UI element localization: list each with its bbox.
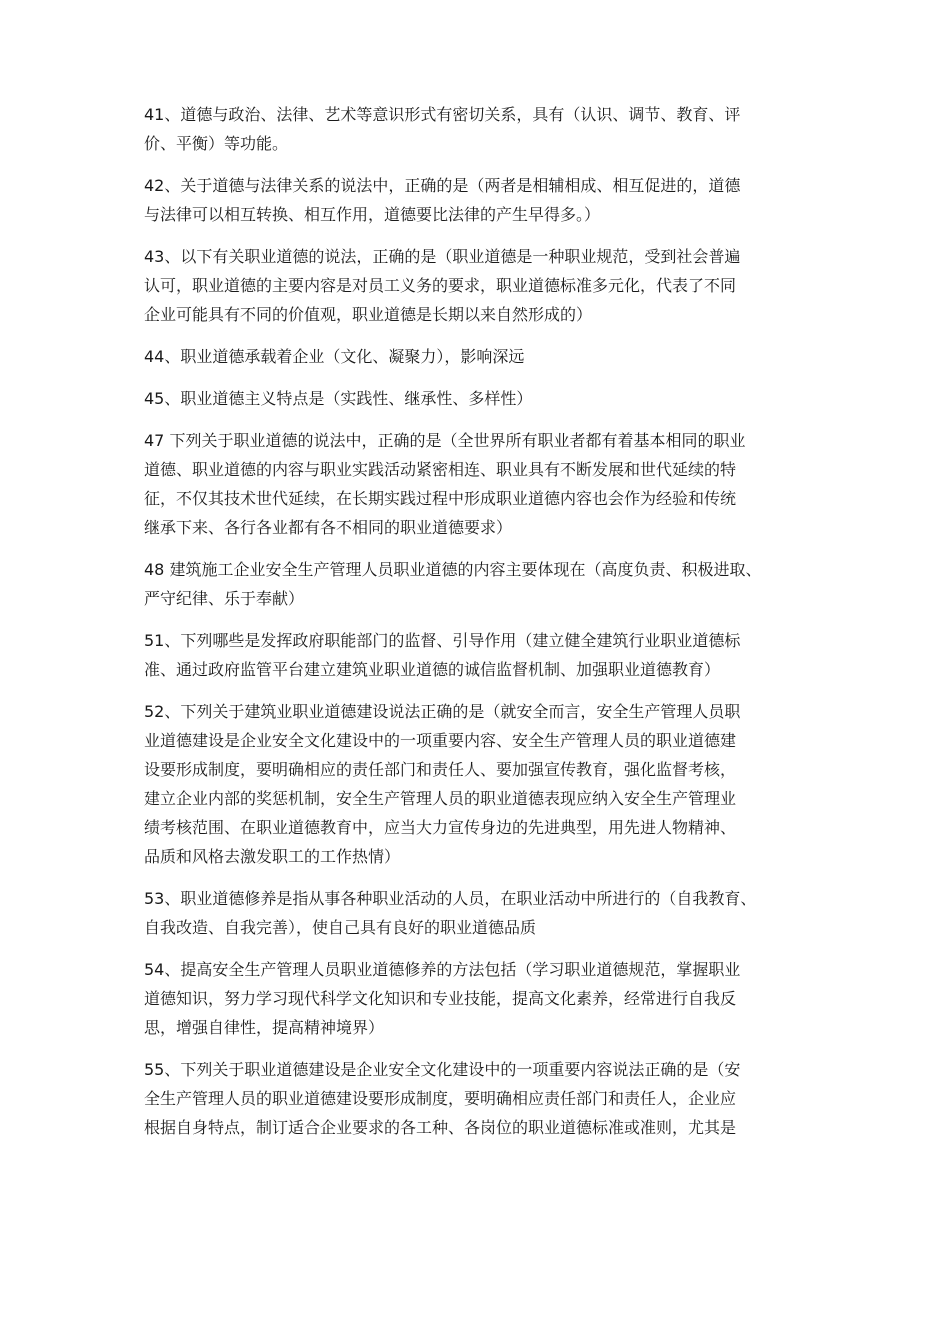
text-line: 绩考核范围、在职业道德教育中，应当大力宣传身边的先进典型，用先进人物精神、 — [144, 818, 737, 837]
text-line: 41、道德与政治、法律、艺术等意识形式有密切关系，具有（认识、调节、教育、评 — [144, 105, 741, 124]
text-line: 征，不仅其技术世代延续，在长期实践过程中形成职业道德内容也会作为经验和传统 — [144, 489, 737, 508]
text-line: 严守纪律、乐于奉献） — [144, 589, 305, 608]
question-item-42 — [144, 171, 814, 229]
text-line: 53、职业道德修养是指从事各种职业活动的人员，在职业活动中所进行的（自我教育、 — [144, 889, 757, 908]
question-item-47 — [144, 426, 814, 542]
text-line: 自我改造、自我完善），使自己具有良好的职业道德品质 — [144, 918, 537, 937]
text-line: 根据自身特点，制订适合企业要求的各工种、各岗位的职业道德标准或准则，尤其是 — [144, 1118, 737, 1137]
text-line: 55、下列关于职业道德建设是企业安全文化建设中的一项重要内容说法正确的是（安 — [144, 1060, 741, 1079]
text-line: 全生产管理人员的职业道德建设要形成制度，要明确相应责任部门和责任人，企业应 — [144, 1089, 737, 1108]
text-line: 设要形成制度，要明确相应的责任部门和责任人、要加强宣传教育，强化监督考核， — [144, 760, 737, 779]
text-line: 48 建筑施工企业安全生产管理人员职业道德的内容主要体现在（高度负责、积极进取、 — [144, 560, 762, 579]
text-line: 思，增强自律性，提高精神境界） — [144, 1018, 385, 1037]
text-line: 47 下列关于职业道德的说法中，正确的是（全世界所有职业者都有着基本相同的职业 — [144, 431, 746, 450]
question-item-45 — [144, 384, 814, 413]
text-line: 44、职业道德承载着企业（文化、凝聚力），影响深远 — [144, 347, 525, 366]
text-line: 道德知识，努力学习现代科学文化知识和专业技能，提高文化素养，经常进行自我反 — [144, 989, 737, 1008]
text-line: 与法律可以相互转换、相互作用，道德要比法律的产生早得多。） — [144, 205, 601, 224]
text-line: 继承下来、各行各业都有各不相同的职业道德要求） — [144, 518, 513, 537]
text-line: 建立企业内部的奖惩机制，安全生产管理人员的职业道德表现应纳入安全生产管理业 — [144, 789, 737, 808]
text-line: 52、下列关于建筑业职业道德建设说法正确的是（就安全而言，安全生产管理人员职 — [144, 702, 741, 721]
document-body — [144, 100, 814, 1155]
text-line: 品质和风格去激发职工的工作热情） — [144, 847, 401, 866]
question-item-48 — [144, 555, 814, 613]
text-line: 45、职业道德主义特点是（实践性、继承性、多样性） — [144, 389, 533, 408]
text-line: 51、下列哪些是发挥政府职能部门的监督、引导作用（建立健全建筑行业职业道德标 — [144, 631, 741, 650]
question-item-53 — [144, 884, 814, 942]
question-item-51 — [144, 626, 814, 684]
question-item-43 — [144, 242, 814, 329]
text-line: 企业可能具有不同的价值观，职业道德是长期以来自然形成的） — [144, 305, 593, 324]
text-line: 54、提高安全生产管理人员职业道德修养的方法包括（学习职业道德规范，掌握职业 — [144, 960, 741, 979]
text-line: 道德、职业道德的内容与职业实践活动紧密相连、职业具有不断发展和世代延续的特 — [144, 460, 737, 479]
text-line: 业道德建设是企业安全文化建设中的一项重要内容、安全生产管理人员的职业道德建 — [144, 731, 737, 750]
question-item-54 — [144, 955, 814, 1042]
text-line: 认可，职业道德的主要内容是对员工义务的要求，职业道德标准多元化，代表了不同 — [144, 276, 737, 295]
text-line: 42、关于道德与法律关系的说法中，正确的是（两者是相辅相成、相互促进的，道德 — [144, 176, 741, 195]
question-item-52 — [144, 697, 814, 871]
question-item-55 — [144, 1055, 814, 1142]
text-line: 准、通过政府监管平台建立建筑业职业道德的诚信监督机制、加强职业道德教育） — [144, 660, 721, 679]
question-item-44 — [144, 342, 814, 371]
text-line: 价、平衡）等功能。 — [144, 134, 289, 153]
question-item-41 — [144, 100, 814, 158]
text-line: 43、以下有关职业道德的说法，正确的是（职业道德是一种职业规范，受到社会普遍 — [144, 247, 741, 266]
